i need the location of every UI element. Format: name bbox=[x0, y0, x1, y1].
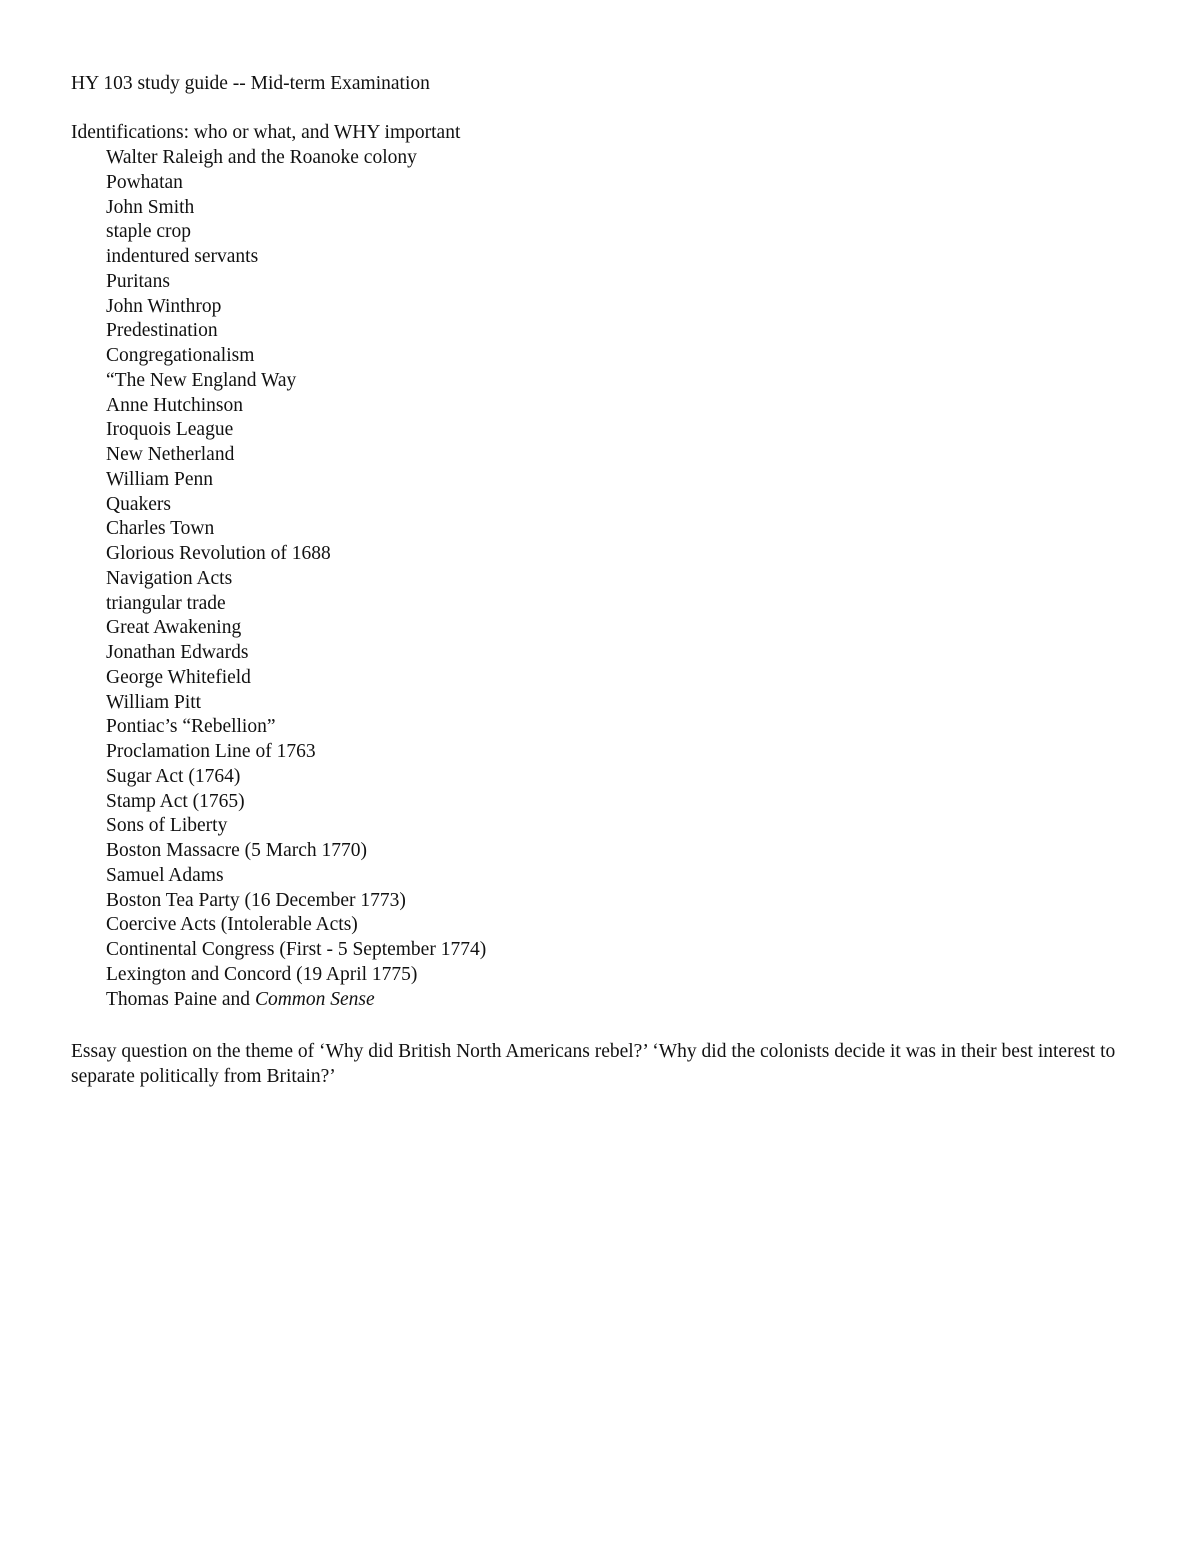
identification-item: Great Awakening bbox=[106, 617, 242, 639]
identification-item: Navigation Acts bbox=[106, 567, 233, 589]
identification-item: Predestination bbox=[106, 320, 218, 342]
document-title: HY 103 study guide -- Mid-term Examination bbox=[71, 73, 430, 94]
identification-item: indentured servants bbox=[106, 246, 259, 267]
identification-item: Lexington and Concord (19 April 1775) bbox=[106, 963, 418, 985]
identification-item: William Pitt bbox=[106, 691, 202, 713]
identification-item: triangular trade bbox=[106, 592, 226, 614]
identification-item: Jonathan Edwards bbox=[106, 642, 249, 663]
identification-item: Glorious Revolution of 1688 bbox=[106, 543, 331, 564]
identification-item: Congregationalism bbox=[106, 345, 255, 366]
identification-item: Continental Congress (First - 5 September 1774) bbox=[106, 939, 487, 960]
identification-item: Walter Raleigh and the Roanoke colony bbox=[106, 147, 417, 168]
identification-item: Pontiac’s “Rebellion” bbox=[106, 716, 276, 738]
identification-item: George Whitefield bbox=[106, 666, 251, 688]
identifications-heading: Identifications: who or what, and WHY important bbox=[71, 122, 461, 143]
essay-question: Essay question on the theme of ‘Why did British North Americans rebel?’ ‘Why did the colonists decide it was in their best interest to separate politically from Britain?’ bbox=[71, 1041, 1116, 1087]
identification-item: Powhatan bbox=[106, 171, 183, 193]
identification-item: Iroquois League bbox=[106, 419, 234, 441]
book-title: Common Sense bbox=[254, 988, 375, 1010]
identification-item: Proclamation Line of 1763 bbox=[106, 741, 316, 762]
identification-item: William Penn bbox=[106, 468, 213, 490]
identification-item: Stamp Act (1765) bbox=[106, 790, 245, 812]
identification-item: John Winthrop bbox=[106, 295, 222, 317]
identification-item: Samuel Adams bbox=[106, 864, 224, 886]
identification-item-text: Thomas Paine and bbox=[106, 988, 255, 1010]
identification-item: staple crop bbox=[106, 221, 192, 243]
identification-item: Boston Massacre (5 March 1770) bbox=[106, 840, 368, 861]
identification-item: Anne Hutchinson bbox=[106, 394, 244, 416]
identification-item: Coercive Acts (Intolerable Acts) bbox=[106, 914, 358, 936]
identification-item: Boston Tea Party (16 December 1773) bbox=[106, 889, 406, 911]
identification-item: “The New England Way bbox=[106, 369, 297, 391]
identification-item: John Smith bbox=[106, 196, 195, 218]
identification-item: New Netherland bbox=[106, 444, 235, 465]
identification-item: Quakers bbox=[106, 493, 171, 515]
identification-item: Puritans bbox=[106, 270, 170, 292]
identification-item: Sons of Liberty bbox=[106, 815, 228, 837]
identification-item: Sugar Act (1764) bbox=[106, 765, 241, 787]
identification-item: Charles Town bbox=[106, 518, 215, 540]
identification-item bbox=[106, 988, 486, 1013]
identifications-list bbox=[106, 146, 486, 1012]
